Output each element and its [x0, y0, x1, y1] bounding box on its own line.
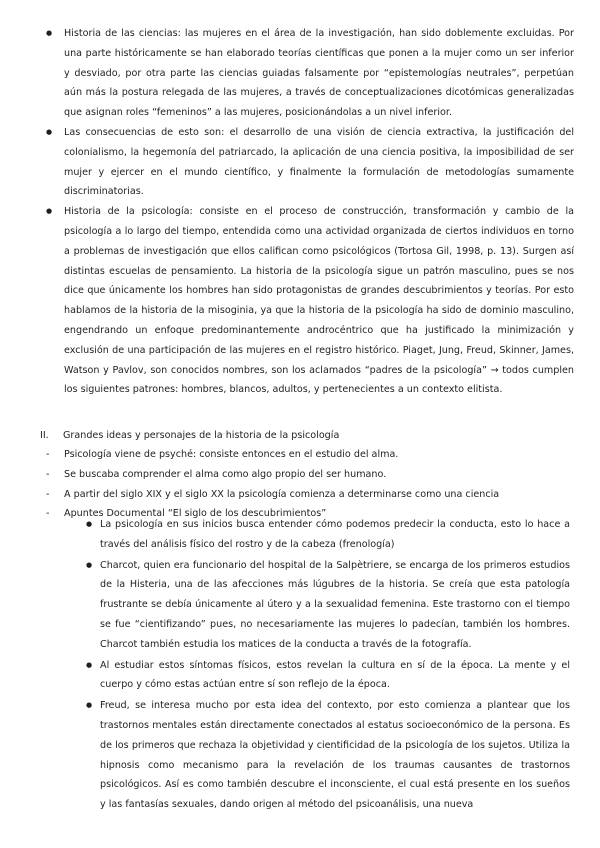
bullet-consecuencias: ● Las consecuencias de esto son: el desarrollo de una visión de ciencia extractiva, la justificación del colonialismo, la hegemonía del patriarcado, la aplicación de una ciencia positiva, la imposibilidad de ser mujer y ejercer en el mundo científico, y finalmente la formulación de metodologías sumamente discriminatorias. [46, 123, 574, 202]
sub-bullet-freud: ● Freud, se interesa mucho por esta idea del contexto, por esto comienza a plantear que los trastornos mentales están directamente conectados al estatus socioeconómico de la persona. Es de los primeros que rechaza la objetividad y cientificidad de la psicología de los sujetos. Utiliza la hipnosis como mecanismo para la revelación de los traumas causantes de trastornos psicológicos. Así es como también descubre el inconsciente, el cual está presente en los sueños y las fantasías sexuales, dando origen al método del psicoanálisis, una nueva [86, 696, 570, 815]
sub-bullet-charcot: ● Charcot, quien era funcionario del hospital de la Salpètriere, se encarga de los primeros estudios de la Histeria, una de las afecciones más lúgubres de la historia. Se creía que esta patología frustrante se debía únicamente al útero y a la sexualidad femenina. Este trastorno con el tiempo se fue “cientifizando” pues, no necesariamente las mujeres lo padecían, también los hombres. Charcot también estudia los matices de la conducta a través de la fotografía. [86, 556, 570, 655]
sub-bullet-sintomas: ● Al estudiar estos síntomas físicos, estos revelan la cultura en sí de la época. La mente y el cuerpo y cómo estas actúan entre sí son reflejo de la época. [86, 656, 570, 696]
sub-bullet-frenologia: ● La psicología en sus inicios busca entender cómo podemos predecir la conducta, esto lo hace a través del análisis físico del rostro y de la cabeza (frenología) [86, 515, 570, 555]
dash-item-siglo: - A partir del siglo XIX y el siglo XX la psicología comienza a determinarse como una ciencia [40, 485, 570, 505]
section-numeral: II. [40, 430, 49, 441]
documental-notes-list [86, 515, 570, 816]
dash-item-documental: - Apuntes Documental “El siglo de los descubrimientos” [40, 504, 570, 524]
dash-list [40, 445, 570, 524]
bullet-historia-psicologia: ● Historia de la psicología: consiste en el proceso de construcción, transformación y cambio de la psicología a lo largo del tiempo, entendida como una actividad organizada de ciertos individuos en torno a problemas de investigación que ellos califican como psicológicos (Tortosa Gil, 1998, p. 13). Surgen así distintas escuelas de pensamiento. La historia de la psicología sigue un patrón masculino, pues se nos dice que únicamente los hombres han sido protagonistas de grandes descubrimientos y teorías. Por esto hablamos de la historia de la misoginia, ya que la historia de la psicología ha sido de dominio masculino, engendrando un enfoque predominantemente androcéntrico que ha justificado la minimización y exclusión de una participación de las mujeres en el registro histórico. Piaget, Jung, Freud, Skinner, James, Watson y Pavlov, son conocidos nombres, son los aclamados “padres de la psicología” → todos cumplen los siguientes patrones: hombres, blancos, adultos, y pertenecientes a un contexto elitista. [46, 202, 574, 400]
section-title: Grandes ideas y personajes de la historia de la psicología [63, 430, 340, 441]
bullet-historia-ciencias: ● Historia de las ciencias: las mujeres en el área de la investigación, han sido doblemente excluidas. Por una parte históricamente se han elaborado teorías científicas que ponen a la mujer como un ser inferior y desviado, por otra parte las ciencias guiadas falsamente por “epistemologías neutrales”, perpetúan aún más la postura relegada de las mujeres, a través de conceptualizaciones dicotómicas generalizadas que asignan roles “femeninos” a las mujeres, posicionándolas a un nivel inferior. [46, 24, 574, 123]
dash-item-alma: - Se buscaba comprender el alma como algo propio del ser humano. [40, 465, 570, 485]
top-bullet-list [46, 24, 574, 400]
dash-item-psyche: - Psicología viene de psyché: consiste entonces en el estudio del alma. [40, 445, 570, 465]
section-heading [40, 426, 570, 446]
